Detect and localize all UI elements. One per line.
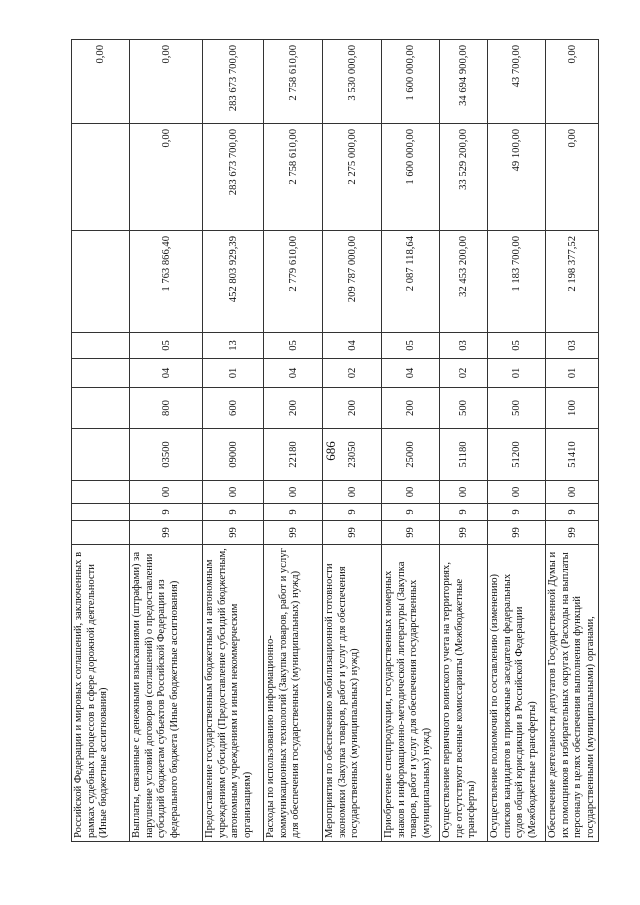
row-description: Приобретение спецпродукции, государственных номерных знаков и информационно-методической литературы (Закупка товаров, работ и услуг для обеспечения государственных (муниципальных) нужд): [382, 545, 440, 842]
page-number: 686: [323, 441, 338, 461]
table-region: [71, 40, 596, 842]
section-code: 04: [130, 359, 203, 388]
amount-year-2: 49 100,00: [488, 124, 546, 231]
amount-year-2: 2 758 610,00: [264, 124, 323, 231]
subprogram-code: 9: [323, 504, 382, 521]
table-row: [440, 40, 488, 842]
subprogram-code: 9: [488, 504, 546, 521]
program-code: 99: [323, 521, 382, 545]
amount-year-1: 209 787 000,00: [323, 231, 382, 333]
subsection-code: 13: [203, 333, 264, 359]
expense-type-code: 200: [323, 388, 382, 429]
amount-year-1: 1 183 700,00: [488, 231, 546, 333]
expense-type-code: [72, 388, 130, 429]
direction-code: 51410: [546, 429, 599, 481]
subprogram-code: 9: [130, 504, 203, 521]
amount-year-3: 3 530 000,00: [323, 40, 382, 124]
subsection-code: 05: [488, 333, 546, 359]
table-row: [546, 40, 599, 842]
subsection-code: 05: [382, 333, 440, 359]
row-description: Выплаты, связанные с денежными взысканиями (штрафами) за нарушение условий договоров (соглашений) о предоставлении субсидий бюджетам субъектов Российской Федерации из федерального бюджета (Иные бюджетные ассигнования): [130, 545, 203, 842]
row-description: Предоставление государственным бюджетным и автономным учреждениям субсидий (Предоставление субсидий бюджетным, автономным учреждениям и иным некоммерческим организациям): [203, 545, 264, 842]
section-code: 01: [546, 359, 599, 388]
amount-year-2: 0,00: [130, 124, 203, 231]
subsection-code: 03: [440, 333, 488, 359]
table-row: [488, 40, 546, 842]
subsection-code: [72, 333, 130, 359]
table-row: [323, 40, 382, 842]
expense-type-code: 100: [546, 388, 599, 429]
subsection-code: 03: [546, 333, 599, 359]
direction-code: 09000: [203, 429, 264, 481]
subsection-code: 05: [130, 333, 203, 359]
direction-code: 51180: [440, 429, 488, 481]
amount-year-1: 1 763 866,40: [130, 231, 203, 333]
amount-year-3: 0,00: [546, 40, 599, 124]
direction-code: 51200: [488, 429, 546, 481]
main-event-code: 00: [382, 481, 440, 504]
section-code: [72, 359, 130, 388]
subprogram-code: 9: [264, 504, 323, 521]
program-code: 99: [264, 521, 323, 545]
section-code: 04: [382, 359, 440, 388]
table-row: [264, 40, 323, 842]
amount-year-1: [72, 231, 130, 333]
row-description: Осуществление первичного воинского учета на территориях, где отсутствуют военные комиссариаты (Межбюджетные трансферты): [440, 545, 488, 842]
amount-year-3: 0,00: [130, 40, 203, 124]
row-description: Обеспечение деятельности депутатов Государственной Думы и их помощников в избирательных округах (Расходы на выплаты персоналу в целях обеспечения выполнения функций государственными (муниципальными) органами,: [546, 545, 599, 842]
subsection-code: 05: [264, 333, 323, 359]
amount-year-3: 34 694 900,00: [440, 40, 488, 124]
main-event-code: 00: [264, 481, 323, 504]
main-event-code: 00: [323, 481, 382, 504]
table-row: [72, 40, 130, 842]
main-event-code: 00: [488, 481, 546, 504]
amount-year-2: [72, 124, 130, 231]
program-code: 99: [382, 521, 440, 545]
main-event-code: 00: [440, 481, 488, 504]
table-row: [382, 40, 440, 842]
section-code: 04: [264, 359, 323, 388]
main-event-code: 00: [546, 481, 599, 504]
amount-year-3: 43 700,00: [488, 40, 546, 124]
amount-year-1: 2 198 377,52: [546, 231, 599, 333]
expense-type-code: 200: [382, 388, 440, 429]
subsection-code: 04: [323, 333, 382, 359]
amount-year-3: 0,00: [72, 40, 130, 124]
amount-year-2: 0,00: [546, 124, 599, 231]
subprogram-code: 9: [546, 504, 599, 521]
section-code: 01: [488, 359, 546, 388]
program-code: [72, 521, 130, 545]
expense-type-code: 200: [264, 388, 323, 429]
section-code: 01: [203, 359, 264, 388]
direction-code: 25000: [382, 429, 440, 481]
subprogram-code: 9: [382, 504, 440, 521]
subprogram-code: 9: [203, 504, 264, 521]
direction-code: 22180: [264, 429, 323, 481]
direction-code: 03500: [130, 429, 203, 481]
subprogram-code: 9: [440, 504, 488, 521]
expense-type-code: 500: [488, 388, 546, 429]
amount-year-1: 2 779 610,00: [264, 231, 323, 333]
amount-year-1: 32 453 200,00: [440, 231, 488, 333]
table-row: [130, 40, 203, 842]
section-code: 02: [323, 359, 382, 388]
program-code: 99: [203, 521, 264, 545]
program-code: 99: [130, 521, 203, 545]
amount-year-3: 1 600 000,00: [382, 40, 440, 124]
amount-year-3: 2 758 610,00: [264, 40, 323, 124]
amount-year-2: 1 600 000,00: [382, 124, 440, 231]
expense-type-code: 600: [203, 388, 264, 429]
main-event-code: 00: [203, 481, 264, 504]
expense-type-code: 800: [130, 388, 203, 429]
subprogram-code: [72, 504, 130, 521]
amount-year-2: 33 529 200,00: [440, 124, 488, 231]
row-description: Расходы по использованию информационно-коммуникационных технологий (Закупка товаров, работ и услуг для обеспечения государственных (муниципальных) нужд): [264, 545, 323, 842]
program-code: 99: [440, 521, 488, 545]
table-body: [72, 40, 599, 842]
program-code: 99: [546, 521, 599, 545]
expense-type-code: 500: [440, 388, 488, 429]
main-event-code: 00: [130, 481, 203, 504]
direction-code: [72, 429, 130, 481]
amount-year-2: 283 673 700,00: [203, 124, 264, 231]
amount-year-2: 2 275 000,00: [323, 124, 382, 231]
row-description: Мероприятия по обеспечению мобилизационной готовности экономики (Закупка товаров, работ и услуг для обеспечения государственных (муниципальных) нужд): [323, 545, 382, 842]
section-code: 02: [440, 359, 488, 388]
main-event-code: [72, 481, 130, 504]
amount-year-1: 2 087 118,64: [382, 231, 440, 333]
row-description: Российской Федерации и мировых соглашений, заключенных в рамках судебных процессов в сфере дорожной деятельности (Иные бюджетные ассигнования): [72, 545, 130, 842]
budget-table: [71, 39, 599, 842]
table-row: [203, 40, 264, 842]
program-code: 99: [488, 521, 546, 545]
amount-year-1: 452 803 929,39: [203, 231, 264, 333]
amount-year-3: 283 673 700,00: [203, 40, 264, 124]
row-description: Осуществление полномочий по составлению (изменению) списков кандидатов в присяжные заседатели федеральных судов общей юрисдикции в Российской Федерации (Межбюджетные трансферты): [488, 545, 546, 842]
direction-code: 23050: [323, 429, 382, 481]
